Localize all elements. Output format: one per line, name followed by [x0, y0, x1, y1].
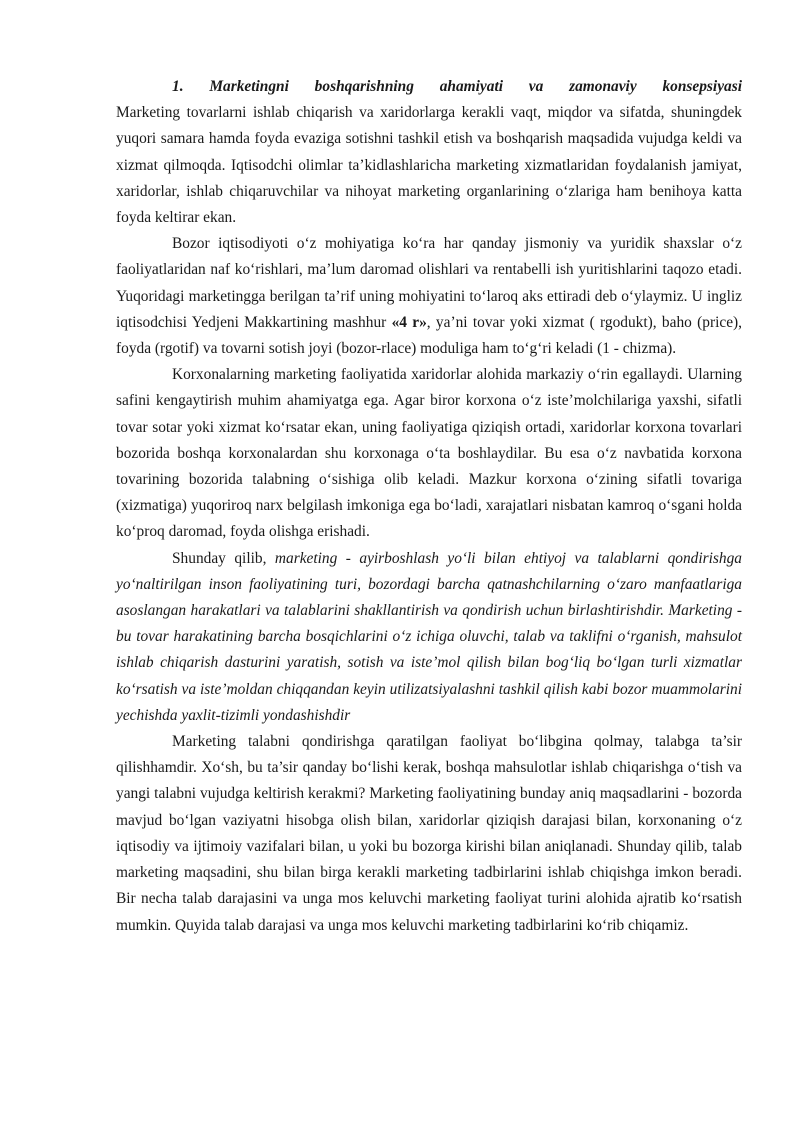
paragraph-5: Marketing talabni qondirishga qaratilgan faoliyat bo‘libgina qolmay, talabga ta’sir qilishhamdir. Xo‘sh, bu ta’sir qanday bo‘lishi kerak, boshqa mahsulotlar ishlab chiqarishga o‘tish va yangi talabni vujudga keltirish kerakmi? Marketing faoliyatining bunday aniq maqsadlarini - bozorda mavjud bo‘lgan vaziyatni hisobga olish bilan, xaridorlar qiziqish darajasi bilan, korxonaning o‘z iqtisodiy va ijtimoiy vazifalari bilan, u yoki bu bozorga kirishi bilan aniqlanadi. Shunday qilib, talab marketing maqsadini, shu bilan birga kerakli marketing tadbirlarini ishlab chiqishga imkon beradi. Bir necha talab darajasini va unga mos keluvchi marketing faoliyat turini alohida ajratib ko‘rsatish mumkin. Quyida talab darajasi va unga mos keluvchi marketing tadbirlarini ko‘rib chiqamiz. — [116, 733, 742, 934]
paragraph-2 — [116, 231, 742, 362]
paragraph-4-text: Shunday qilib, — [172, 549, 275, 567]
paragraph-4 — [116, 546, 742, 729]
section-heading: 1. Marketingni boshqarishning ahamiyati va zamonaviy konsepsiyasi — [172, 78, 742, 95]
paragraph-2-text-a: Bozor iqtisodiyoti o‘z mohiyatiga ko‘ra har qanday jismoniy va yuridik shaxslar o‘z faoliyatlaridan naf ko‘rishlari, ma’lum daromad olishlari va rentabelli ish yuritishlarini taqozo etadi. Yuqoridagi marketingga berilgan ta’rif uning mohiyatini to‘laroq aks ettiradi deb o‘ylaymiz. U ingliz iqtisodchisi Yedjeni Makkartining mashhur — [116, 235, 742, 331]
paragraph-4-definition: marketing - ayirboshlash yo‘li bilan ehtiyoj va talablarni qondirishga yo‘naltirilgan inson faoliyatining turi, bozordagi barcha qatnashchilarning o‘zaro manfaatlariga asoslangan harakatlari va talablarini shakllantirish va qondirish uchun birlashtirishdir. Marketing - bu tovar harakatining barcha bosqichlarini o‘z ichiga oluvchi, talab va taklifni o‘rganish, mahsulot ishlab chiqarish dasturini yaratish, sotish va iste’mol qilish bilan bog‘liq bo‘lgan turli xizmatlar ko‘rsatish va iste’moldan chiqqandan keyin utilizatsiyalashni tashkil qilish kabi bozor muammolarini yechishda yaxlit-tizimli yondashishdir — [116, 549, 742, 724]
paragraph-1: Marketing tovarlarni ishlab chiqarish va xaridorlarga kerakli vaqt, miqdor va sifatda, shuningdek yuqori samara hamda foyda evaziga sotishni tashkil etish va boshqarish maqsadida vujudga keldi va xizmat qilmoqda. Iqtisodchi olimlar ta’kidlashlaricha marketing xizmatlaridan foydalanish jamiyat, xaridorlar, ishlab chiqaruvchilar va nihoyat marketing organlarining o‘zlariga ham benihoya katta foyda keltirar ekan. — [116, 104, 742, 227]
document-page — [116, 74, 742, 939]
paragraph-3: Korxonalarning marketing faoliyatida xaridorlar alohida markaziy o‘rin egallaydi. Ularning safini kengaytirish muhim ahamiyatga ega. Agar biror korxona o‘z iste’molchilariga yaxshi, sifatli tovar sotar yoki xizmat ko‘rsatar ekan, uning faoliyatiga qiziqish ortadi, xaridorlar korxona tovarlari bozorida boshqa korxonalardan shu korxonaga o‘ta boshlaydilar. Bu esa o‘z navbatida korxona tovarining bozorida talabning o‘sishiga olib keladi. Mazkur korxona o‘zining sifatli tovariga (xizmatiga) yuqoriroq narx belgilash imkoniga ega bo‘ladi, xarajatlari nisbatan kamroq o‘sgani holda ko‘proq daromad, foyda olishga erishadi. — [116, 366, 742, 541]
paragraph-2-bold-term: «4 r» — [391, 313, 427, 331]
paragraph-2-text-b: , ya’ni tovar yoki xizmat ( rgodukt), baho (price), foyda (rgotif) va tovarni sotish joyi (bozor-rlace) moduliga ham to‘g‘ri keladi (1 - chizma). — [116, 313, 742, 358]
